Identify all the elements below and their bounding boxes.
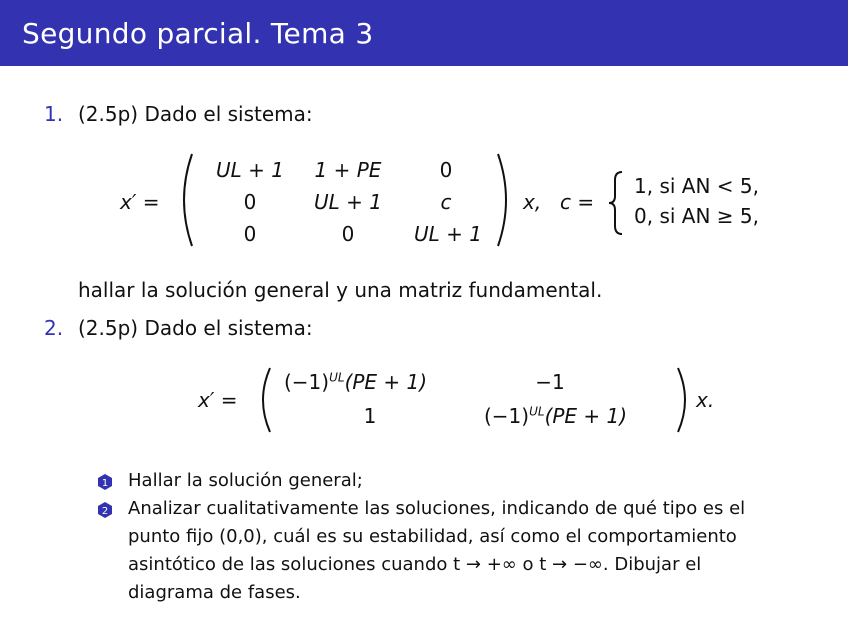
svg-text:1: 1 [101,478,109,489]
matrix-cell: 0 [341,222,355,246]
sub-item-text: asintótico de las soluciones cuando t → +∞ o t → −∞. Dibujar el [128,554,702,575]
matrix-cell [284,370,427,394]
matrix-cell: UL + 1 [314,190,382,214]
right-paren-icon [494,152,516,248]
matrix-cell-exponent: UL [329,370,345,385]
sub-item-text: Hallar la solución general; [128,470,363,491]
sub-item-text: punto fijo (0,0), cuál es su estabilidad, así como el comportamiento [128,526,737,547]
left-paren-icon [254,366,274,434]
matrix-cell-factor: (PE + 1) [344,370,428,394]
bullet-icon [96,501,114,519]
left-paren-icon [174,152,196,248]
case-line: 0, si AN ≥ 5, [634,204,759,228]
slide-header [0,0,848,66]
matrix-cell: −1 [535,370,565,394]
matrix-cell [484,404,627,428]
matrix-cell: 0 [243,222,257,246]
left-brace-icon [606,170,626,236]
matrix-cell-base: (−1) [484,404,530,428]
svg-text:2: 2 [101,506,109,517]
bullet-icon [96,473,114,491]
right-paren-icon [674,366,694,434]
matrix-cell: 1 + PE [314,158,382,182]
problem-2-intro: (2.5p) Dado el sistema: [78,316,313,340]
matrix-cell: 1 [363,404,377,428]
matrix-cell: c [440,190,452,214]
c-label: c = [560,190,595,214]
problem-1-lhs: x′ = [120,190,160,214]
matrix-cell-factor: (PE + 1) [544,404,628,428]
sub-item-text: diagrama de fases. [128,582,301,603]
problem-2-after-matrix: x. [696,388,715,412]
problem-1-after-matrix: x, [523,190,542,214]
problem-1-intro: (2.5p) Dado el sistema: [78,102,313,126]
problem-2-lhs: x′ = [198,388,238,412]
matrix-cell-exponent: UL [529,404,545,419]
problem-1-number: 1. [44,102,64,126]
matrix-cell: 0 [243,190,257,214]
case-line: 1, si AN < 5, [634,174,759,198]
problem-2-number: 2. [44,316,64,340]
problem-1-task: hallar la solución general y una matriz fundamental. [78,278,603,302]
slide-title: Segundo parcial. Tema 3 [22,17,374,50]
matrix-cell-base: (−1) [284,370,330,394]
matrix-cell: 0 [439,158,453,182]
matrix-cell: UL + 1 [216,158,284,182]
sub-item-text: Analizar cualitativamente las soluciones, indicando de qué tipo es el [128,498,746,519]
matrix-cell: UL + 1 [414,222,482,246]
